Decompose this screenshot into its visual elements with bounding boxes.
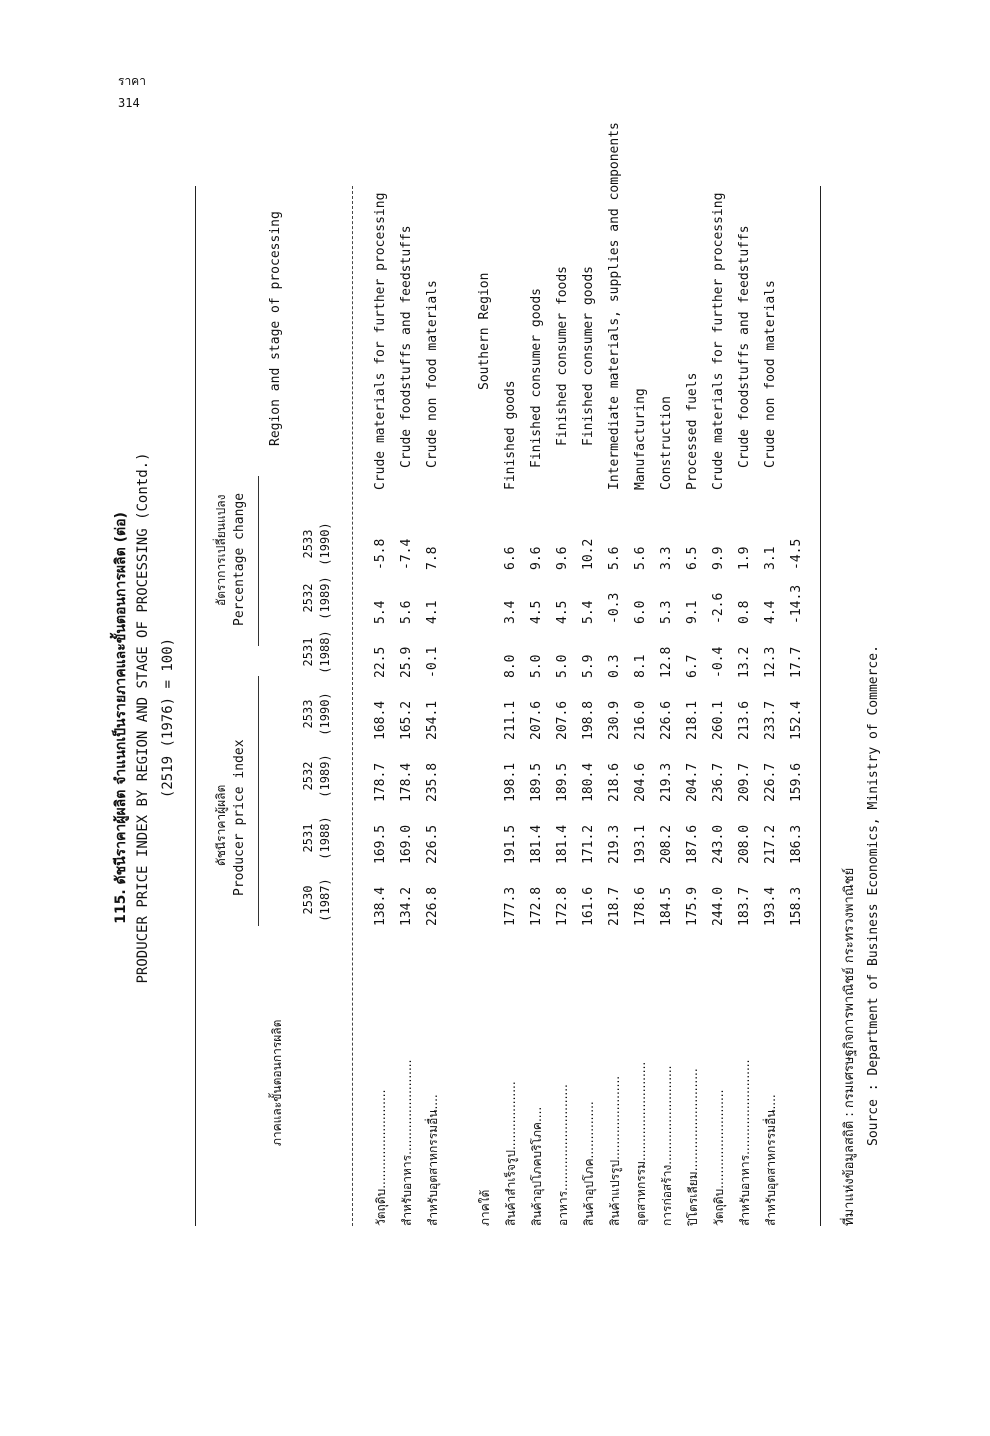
table-row — [628, 122, 654, 1226]
ppi-cell — [472, 864, 498, 926]
table-top-rule — [195, 186, 196, 1226]
pct-cell: 4.1 — [425, 600, 440, 624]
pct-cell: -14.3 — [789, 584, 804, 624]
pct-cell: 13.2 — [737, 646, 752, 678]
ppi-cell: 235.8 — [425, 762, 440, 802]
row-label-english — [472, 122, 498, 516]
ppi-cell: 134.2 — [399, 886, 414, 926]
ppi-cell: 216.0 — [633, 700, 648, 740]
row-label-english — [654, 122, 680, 516]
ppi-cell: 254.1 — [425, 700, 440, 740]
ppi-cell: 198.8 — [581, 700, 596, 740]
ppi-cell: 172.8 — [555, 886, 570, 926]
pct-header-thai: อัตราการเปลี่ยนแปลง — [214, 494, 228, 606]
pct-cell: -5.8 — [373, 538, 388, 570]
pct-cell: 0.8 — [737, 600, 752, 624]
ppi-cell: 177.3 — [503, 886, 518, 926]
pct-cell: 5.4 — [581, 600, 596, 624]
row-label-english-text: Finished goods — [503, 380, 518, 490]
row-label-thai — [784, 926, 810, 1226]
table-row — [758, 122, 784, 1226]
row-label-english — [602, 122, 628, 516]
ppi-cell: 204.6 — [633, 762, 648, 802]
pct-cell: 22.5 — [373, 646, 388, 678]
ppi-cell: 184.5 — [659, 886, 674, 926]
ppi-cell: 159.6 — [789, 762, 804, 802]
pct-cell: 10.2 — [581, 538, 596, 570]
row-label-english-text: Crude materials for further processing — [711, 192, 726, 490]
pct-cell — [472, 516, 498, 570]
ppi-cell: 169.5 — [373, 824, 388, 864]
pct-cell: 17.7 — [789, 646, 804, 678]
row-label-thai: การก่อสร้าง.......................... — [660, 1065, 674, 1226]
ppi-cell: 218.7 — [607, 886, 622, 926]
ppi-cell: 218.1 — [685, 700, 700, 740]
row-label-english-text — [789, 468, 804, 490]
table-row — [550, 122, 576, 1226]
header-divider — [352, 186, 353, 1226]
pct-cell: 6.0 — [633, 600, 648, 624]
row-label-english — [680, 122, 706, 516]
year-be: 2533 — [301, 699, 315, 729]
row-label-thai: วัตถุดิบ.......................... — [712, 1089, 726, 1226]
pct-cell: -7.4 — [399, 538, 414, 570]
table-row — [576, 122, 602, 1226]
pct-cell: 5.4 — [373, 600, 388, 624]
ppi-cell: 207.6 — [529, 700, 544, 740]
pct-cell: 4.5 — [529, 600, 544, 624]
ppi-cell: 208.0 — [737, 824, 752, 864]
pct-cell: 5.6 — [399, 600, 414, 624]
ppi-cell: 193.1 — [633, 824, 648, 864]
ppi-year-header — [300, 750, 334, 802]
ppi-cell: 193.4 — [763, 886, 778, 926]
pct-cell: -2.6 — [711, 592, 726, 624]
table-row — [602, 122, 628, 1226]
pct-cell: 9.6 — [529, 546, 544, 570]
ppi-cell — [472, 802, 498, 864]
ppi-cell: 138.4 — [373, 886, 388, 926]
row-label-thai: อุตสาหกรรม.......................... — [634, 1061, 648, 1226]
pct-cell: 5.6 — [607, 546, 622, 570]
pct-cell: 25.9 — [399, 646, 414, 678]
pct-cell: 12.8 — [659, 646, 674, 678]
row-label-thai: สำหรับอาหาร......................... — [400, 1059, 414, 1226]
row-label-thai: สินค้าอุปโภคบริโภค.... — [530, 1106, 544, 1226]
pct-cell: 5.3 — [659, 600, 674, 624]
ppi-cell: 244.0 — [711, 886, 726, 926]
table-row — [680, 122, 706, 1226]
ppi-year-header — [300, 812, 334, 864]
ppi-cell: 226.8 — [425, 886, 440, 926]
pct-year-header — [300, 518, 334, 570]
pct-year-header — [300, 626, 334, 678]
row-label-english — [498, 122, 524, 516]
ppi-header-english: Producer price index — [232, 739, 247, 896]
ppi-cell: 178.7 — [373, 762, 388, 802]
row-label-english — [758, 122, 784, 516]
ppi-cell: 172.8 — [529, 886, 544, 926]
ppi-cell: 158.3 — [789, 886, 804, 926]
ppi-year-header — [300, 874, 334, 926]
table-title-english: PRODUCER PRICE INDEX BY REGION AND STAGE OF PROCESSING (Contd.) — [135, 452, 151, 984]
ppi-cell: 168.4 — [373, 700, 388, 740]
row-label-english — [420, 122, 446, 516]
region-label-english: Southern Region — [477, 272, 492, 390]
ppi-cell: 169.0 — [399, 824, 414, 864]
pct-cell: 4.4 — [763, 600, 778, 624]
ppi-cell: 175.9 — [685, 886, 700, 926]
year-be: 2533 — [301, 529, 315, 559]
row-label-english-text: Construction — [659, 396, 674, 490]
row-label-english — [732, 122, 758, 516]
row-label-thai: อาหาร............................ — [556, 1084, 570, 1226]
spacer-row — [446, 122, 472, 1226]
row-label-english-text: Finished consumer foods — [555, 265, 570, 446]
year-be: 2531 — [301, 637, 315, 667]
pct-cell: 3.1 — [763, 546, 778, 570]
ppi-cell: 213.6 — [737, 700, 752, 740]
pct-cell: 6.5 — [685, 546, 700, 570]
ppi-cell: 191.5 — [503, 824, 518, 864]
row-label-english-text: Finished consumer goods — [529, 287, 544, 468]
table-row — [368, 122, 394, 1226]
ppi-cell: 217.2 — [763, 824, 778, 864]
table-row — [784, 122, 810, 1226]
page-header-thai: ราคา — [118, 74, 146, 88]
pct-cell: 6.6 — [503, 546, 518, 570]
ppi-cell: 178.4 — [399, 762, 414, 802]
row-label-english — [394, 122, 420, 516]
row-label-thai: สำหรับอาหาร......................... — [738, 1059, 752, 1226]
row-label-english-text: Intermediate materials, supplies and components — [607, 122, 622, 490]
ppi-cell: 204.7 — [685, 762, 700, 802]
region-label-thai: ภาคใต้ — [478, 1189, 492, 1226]
pct-header-english: Percentage change — [232, 492, 247, 626]
table-row — [498, 122, 524, 1226]
table-row — [732, 122, 758, 1226]
row-label-thai: สินค้าอุปโภค............... — [582, 1101, 596, 1226]
pct-cell: 12.3 — [763, 646, 778, 678]
table-row — [394, 122, 420, 1226]
ppi-cell: 211.1 — [503, 700, 518, 740]
pct-cell: 5.0 — [555, 654, 570, 678]
pct-year-header — [300, 572, 334, 624]
pct-cell: 0.3 — [607, 654, 622, 678]
year-ce: (1990) — [318, 522, 332, 566]
page-number: 314 — [118, 96, 140, 110]
ppi-cell: 189.5 — [555, 762, 570, 802]
ppi-cell: 180.4 — [581, 762, 596, 802]
pct-cell: 4.5 — [555, 600, 570, 624]
pct-cell: 9.9 — [711, 546, 726, 570]
row-label-english-text: Crude foodstuffs and feedstuffs — [737, 225, 752, 468]
row-label-english-text: Finished consumer goods — [581, 265, 596, 446]
table-row — [654, 122, 680, 1226]
row-label-english-text: Crude non food materials — [425, 280, 440, 468]
row-label-english — [706, 122, 732, 516]
ppi-cell: 187.6 — [685, 824, 700, 864]
ppi-cell: 233.7 — [763, 700, 778, 740]
table-row — [420, 122, 446, 1226]
table-bottom-rule — [820, 186, 821, 1226]
ppi-cell: 219.3 — [659, 762, 674, 802]
ppi-cell: 219.3 — [607, 824, 622, 864]
row-label-english — [628, 122, 654, 516]
table-row — [524, 122, 550, 1226]
pct-cell: 3.4 — [503, 600, 518, 624]
column-header-thai: ภาคและขั้นตอนการผลิต — [270, 1019, 284, 1146]
ppi-cell: 178.6 — [633, 886, 648, 926]
pct-cell: 8.0 — [503, 654, 518, 678]
year-be: 2532 — [301, 761, 315, 791]
source-note-thai: ที่มาแห่งข้อมูลสถิติ : กรมเศรษฐกิจการพาณิชย์ กระทรวงพาณิชย์ — [842, 867, 857, 1226]
ppi-cell — [472, 678, 498, 740]
year-be: 2531 — [301, 823, 315, 853]
ppi-cell: 207.6 — [555, 700, 570, 740]
year-ce: (1988) — [318, 816, 332, 860]
year-be: 2532 — [301, 583, 315, 613]
ppi-cell: 236.7 — [711, 762, 726, 802]
ppi-cell: 230.9 — [607, 700, 622, 740]
row-label-thai: สำหรับอุตสาหกรรมอื่น.... — [764, 1094, 778, 1226]
pct-cell: 5.9 — [581, 654, 596, 678]
ppi-cell: 209.7 — [737, 762, 752, 802]
ppi-header-thai: ดัชนีราคาผู้ผลิต — [214, 784, 228, 866]
source-note-english: Source : Department of Business Economics, Ministry of Commerce. — [866, 645, 881, 1146]
pct-cell: 9.6 — [555, 546, 570, 570]
row-label-english-text: Manufacturing — [633, 388, 648, 490]
pct-cell: 9.1 — [685, 600, 700, 624]
row-label-english-text: Crude foodstuffs and feedstuffs — [399, 225, 414, 468]
ppi-cell: 165.2 — [399, 700, 414, 740]
ppi-cell: 208.2 — [659, 824, 674, 864]
ppi-cell: 260.1 — [711, 700, 726, 740]
row-label-english — [784, 122, 810, 516]
row-label-thai: สินค้าสำเร็จรูป.................. — [504, 1081, 518, 1226]
pct-cell: -4.5 — [789, 538, 804, 570]
pct-cell: 7.8 — [425, 546, 440, 570]
ppi-table — [368, 122, 810, 1226]
ppi-cell: 226.7 — [763, 762, 778, 802]
ppi-cell: 181.4 — [529, 824, 544, 864]
pct-cell: 8.1 — [633, 654, 648, 678]
row-label-english — [524, 122, 550, 516]
ppi-cell: 183.7 — [737, 886, 752, 926]
year-ce: (1987) — [318, 878, 332, 922]
year-ce: (1989) — [318, 754, 332, 798]
pct-cell: 5.6 — [633, 546, 648, 570]
ppi-year-header — [300, 688, 334, 740]
row-label-english — [550, 122, 576, 516]
column-header-english: Region and stage of processing — [268, 211, 283, 446]
ppi-cell: 181.4 — [555, 824, 570, 864]
pct-cell: -0.4 — [711, 646, 726, 678]
row-label-thai: ปิโตรเลียม........................... — [686, 1068, 700, 1226]
ppi-cell: 161.6 — [581, 886, 596, 926]
row-label-english-text: Processed fuels — [685, 372, 700, 490]
pct-cell — [472, 624, 498, 678]
ppi-cell: 243.0 — [711, 824, 726, 864]
ppi-cell: 226.6 — [659, 700, 674, 740]
pct-cell — [472, 570, 498, 624]
row-label-english — [576, 122, 602, 516]
ppi-cell: 189.5 — [529, 762, 544, 802]
table-row — [706, 122, 732, 1226]
row-label-english — [368, 122, 394, 516]
pct-header-rule — [258, 476, 259, 646]
pct-cell: -0.1 — [425, 646, 440, 678]
pct-cell: 5.0 — [529, 654, 544, 678]
ppi-header-rule — [258, 676, 259, 926]
ppi-cell: 186.3 — [789, 824, 804, 864]
row-label-thai: สำหรับอุตสาหกรรมอื่น.... — [426, 1094, 440, 1226]
pct-cell: -0.3 — [607, 592, 622, 624]
table-title-thai: 115. ดัชนีราคาผู้ผลิต จำแนกเป็นรายภาคและขั้นตอนการผลิต (ต่อ) — [113, 512, 129, 924]
row-label-thai: สินค้าแปรรูป...................... — [608, 1075, 622, 1226]
base-year-note: (2519 (1976) = 100) — [160, 637, 176, 799]
year-ce: (1989) — [318, 576, 332, 620]
row-label-english-text: Crude materials for further processing — [373, 192, 388, 490]
ppi-cell: 198.1 — [503, 762, 518, 802]
ppi-cell: 171.2 — [581, 824, 596, 864]
ppi-cell: 218.6 — [607, 762, 622, 802]
table-row — [472, 122, 498, 1226]
ppi-cell: 152.4 — [789, 700, 804, 740]
year-be: 2530 — [301, 885, 315, 915]
row-label-thai: วัตถุดิบ.......................... — [374, 1089, 388, 1226]
ppi-cell — [472, 740, 498, 802]
pct-cell: 6.7 — [685, 654, 700, 678]
row-label-english-text: Crude non food materials — [763, 280, 778, 468]
year-ce: (1988) — [318, 630, 332, 674]
pct-cell: 3.3 — [659, 546, 674, 570]
year-ce: (1990) — [318, 692, 332, 736]
pct-cell: 1.9 — [737, 546, 752, 570]
ppi-cell: 226.5 — [425, 824, 440, 864]
